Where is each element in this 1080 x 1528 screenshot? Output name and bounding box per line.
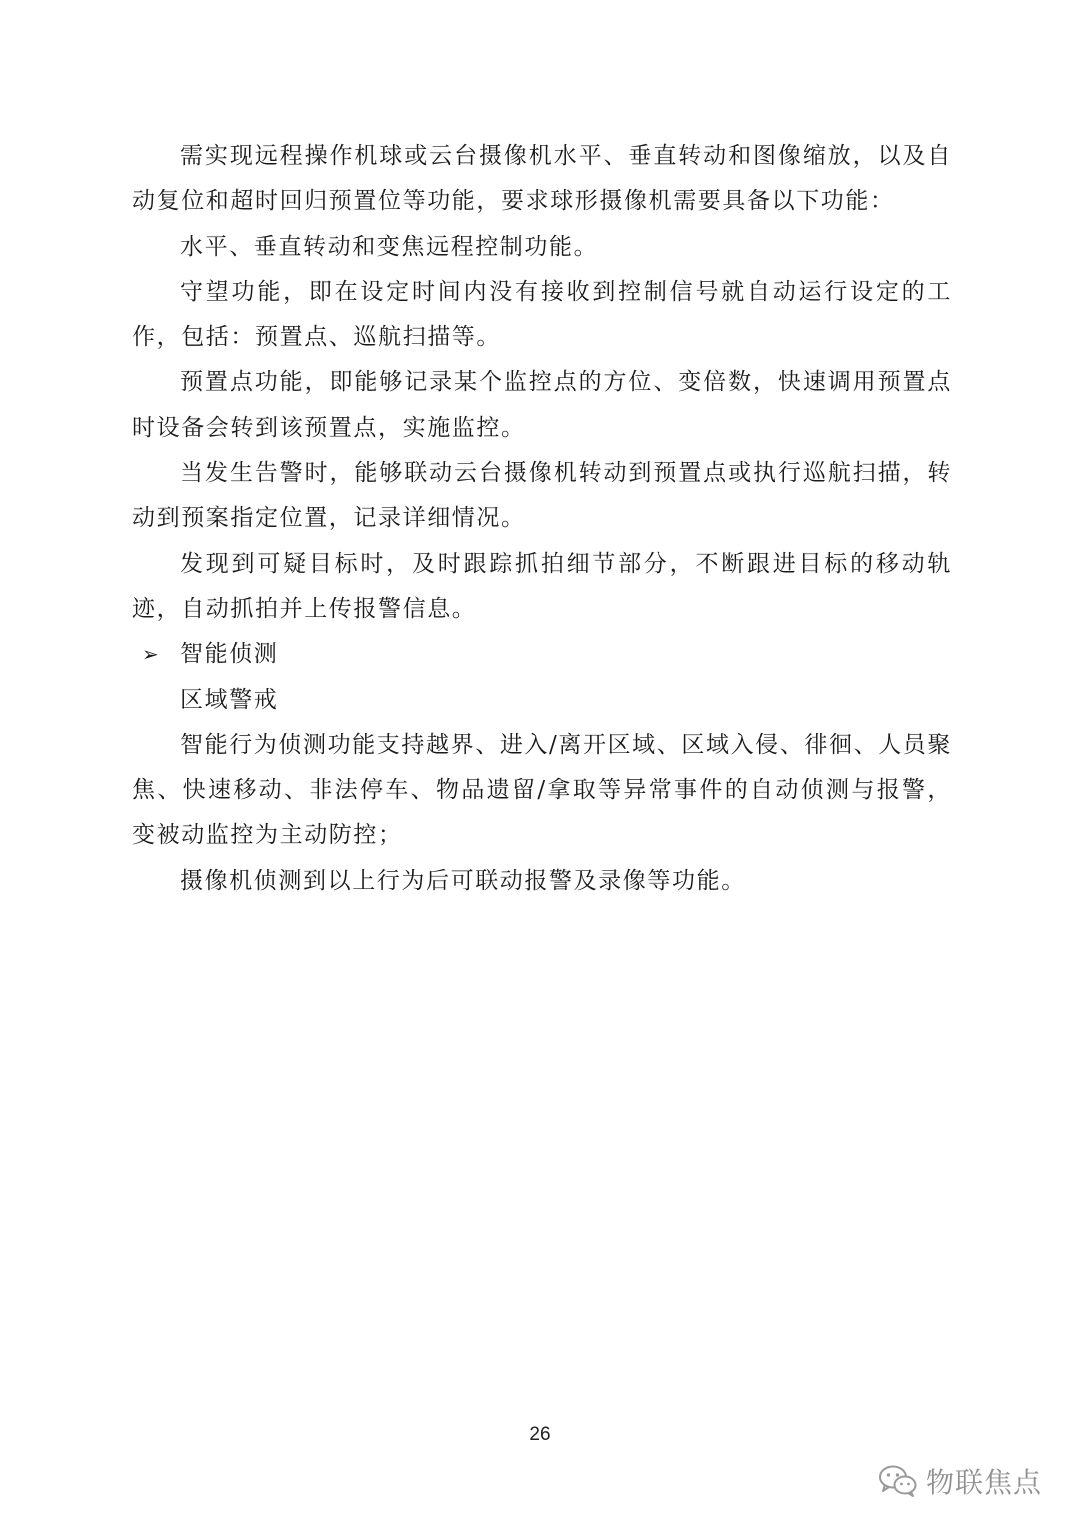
paragraph-preset-function: 预置点功能，即能够记录某个监控点的方位、变倍数，快速调用预置点时设备会转到该预置点，实施监控。: [132, 369, 952, 441]
wechat-icon: [878, 1464, 918, 1498]
paragraph-target-tracking: 发现到可疑目标时，及时跟踪抓拍细节部分，不断跟进目标的移动轨迹，自动抓拍并上传报警信息。: [132, 550, 952, 622]
section-title: 智能侦测: [180, 641, 279, 668]
paragraph-ptz-zoom: 水平、垂直转动和变焦远程控制功能。: [180, 233, 599, 260]
paragraph-alarm-linkage: 当发生告警时，能够联动云台摄像机转动到预置点或执行巡航扫描，转动到预案指定位置，记录详细情况。: [132, 460, 952, 532]
watermark-text: 物联焦点: [925, 1466, 1042, 1499]
paragraph-behavior-detection: 智能行为侦测功能支持越界、进入/离开区域、区域入侵、徘徊、人员聚焦、快速移动、非法停车、物品遗留/拿取等异常事件的自动侦测与报警，变被动监控为主动防控；: [132, 731, 952, 849]
section-heading: [132, 632, 952, 677]
paragraph-watch-function: 守望功能，即在设定时间内没有接收到控制信号就自动运行设定的工作，包括：预置点、巡航扫描等。: [132, 278, 952, 351]
section-subheading: 区域警戒: [180, 686, 279, 713]
page-number: 26: [529, 1424, 551, 1445]
watermark: [878, 1456, 1042, 1506]
paragraph-remote-control: 需实现远程操作机球或云台摄像机水平、垂直转动和图像缩放，以及自动复位和超时回归预置位等功能，要求球形摄像机需要具备以下功能：: [132, 143, 952, 215]
paragraph-linkage-recording: 摄像机侦测到以上行为后可联动报警及录像等功能。: [180, 867, 746, 894]
bullet-arrow-icon: ➢: [142, 642, 161, 667]
document-body: [132, 134, 952, 904]
